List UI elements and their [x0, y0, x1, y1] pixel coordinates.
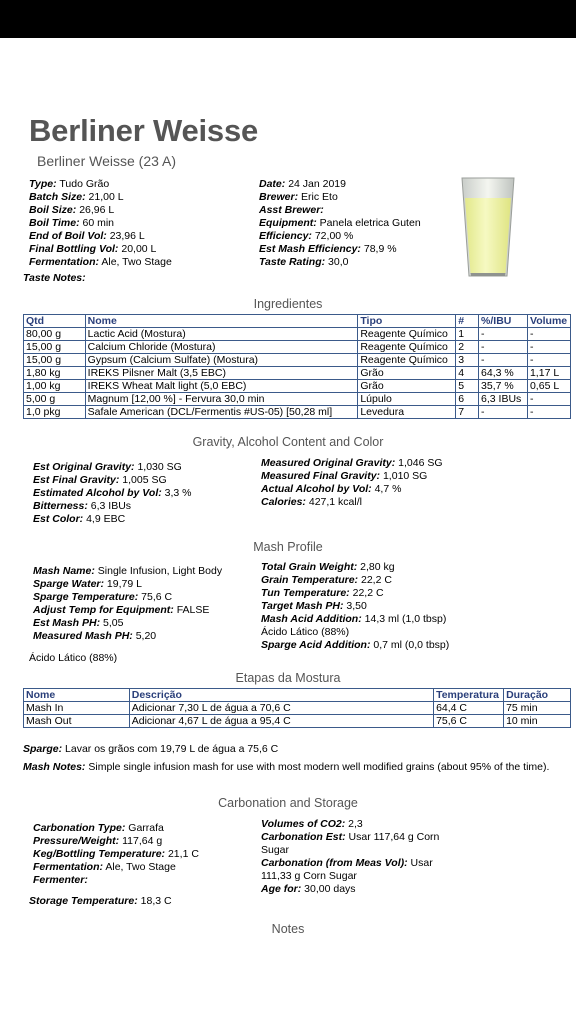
- cell: IREKS Wheat Malt light (5,0 EBC): [85, 380, 358, 393]
- info-row: Sparge Acid Addition: 0,7 ml (0,0 tbsp): [261, 639, 450, 651]
- table-row: [24, 406, 571, 419]
- column-header: Nome: [24, 689, 130, 702]
- cell: 1,0 pkg: [24, 406, 86, 419]
- info-row: Taste Rating: 30,0: [259, 256, 349, 268]
- info-row: Fermentation: Ale, Two Stage: [29, 256, 172, 268]
- mash-profile-left: [33, 565, 222, 643]
- gravity-estimates: [33, 461, 192, 526]
- cell: Reagente Químico: [358, 354, 456, 367]
- info-row: Mash Name: Single Infusion, Light Body: [33, 565, 223, 577]
- cell: -: [479, 328, 528, 341]
- cell: Grão: [358, 380, 456, 393]
- cell: Magnum [12,00 %] - Fervura 30,0 min: [85, 393, 358, 406]
- info-row: Boil Time: 60 min: [29, 217, 114, 229]
- info-row: Fermentation: Ale, Two Stage: [33, 861, 176, 873]
- info-row: Sparge Temperature: 75,6 C: [33, 591, 173, 603]
- cell: 64,3 %: [479, 367, 528, 380]
- table-row: [24, 715, 571, 728]
- cell: 75,6 C: [434, 715, 504, 728]
- recipe-style: Berliner Weisse (23 A): [37, 153, 177, 169]
- info-row: Pressure/Weight: 117,64 g: [33, 835, 163, 847]
- sparge-text: Sparge: Lavar os grãos com 19,79 L de água a 75,6 C: [23, 743, 279, 755]
- info-row: Volumes of CO2: 2,3: [261, 818, 363, 830]
- info-row: Measured Final Gravity: 1,010 SG: [261, 470, 428, 482]
- info-row: Grain Temperature: 22,2 C: [261, 574, 392, 586]
- info-row: Sugar: [261, 844, 290, 856]
- cell: 6,3 IBUs: [479, 393, 528, 406]
- table-header-row: [24, 689, 571, 702]
- info-row: Target Mash PH: 3,50: [261, 600, 367, 612]
- mash-acid-note: Ácido Lático (88%): [29, 652, 118, 664]
- table-row: [24, 354, 571, 367]
- ingredients-table: [23, 314, 571, 419]
- cell: -: [479, 354, 528, 367]
- info-row: Carbonation Est: Usar 117,64 g Corn: [261, 831, 440, 843]
- info-row: Brewer: Eric Eto: [259, 191, 338, 203]
- cell: Mash In: [24, 702, 130, 715]
- cell: -: [479, 406, 528, 419]
- info-row: Equipment: Panela eletrica Guten: [259, 217, 421, 229]
- cell: 5: [456, 380, 479, 393]
- column-header: Descrição: [129, 689, 433, 702]
- column-header: Volume: [527, 315, 570, 328]
- cell: 2: [456, 341, 479, 354]
- cell: -: [527, 328, 570, 341]
- info-row: Total Grain Weight: 2,80 kg: [261, 561, 395, 573]
- section-title-notes: Notes: [271, 922, 305, 936]
- info-row: Measured Original Gravity: 1,046 SG: [261, 457, 443, 469]
- cell: -: [527, 393, 570, 406]
- recipe-info-right: [259, 178, 421, 269]
- info-row: Est Color: 4,9 EBC: [33, 513, 126, 525]
- table-row: [24, 328, 571, 341]
- cell: Grão: [358, 367, 456, 380]
- section-title-mash-profile: Mash Profile: [253, 540, 323, 554]
- mash-steps-table: [23, 688, 571, 728]
- info-row: Batch Size: 21,00 L: [29, 191, 124, 203]
- info-row: Boil Size: 26,96 L: [29, 204, 115, 216]
- info-row: Actual Alcohol by Vol: 4,7 %: [261, 483, 402, 495]
- recipe-info-left: [29, 178, 172, 269]
- info-row: Date: 24 Jan 2019: [259, 178, 346, 190]
- cell: Lactic Acid (Mostura): [85, 328, 358, 341]
- cell: Gypsum (Calcium Sulfate) (Mostura): [85, 354, 358, 367]
- info-row: 111,33 g Corn Sugar: [261, 870, 357, 882]
- cell: 15,00 g: [24, 341, 86, 354]
- table-row: [24, 367, 571, 380]
- column-header: Temperatura: [434, 689, 504, 702]
- beer-glass-icon: [460, 176, 516, 278]
- info-row: Estimated Alcohol by Vol: 3,3 %: [33, 487, 192, 499]
- info-row: Carbonation Type: Garrafa: [33, 822, 164, 834]
- cell: 80,00 g: [24, 328, 86, 341]
- cell: Safale American (DCL/Fermentis #US-05) [50,28 ml]: [85, 406, 358, 419]
- taste-notes: Taste Notes:: [23, 272, 86, 284]
- column-header: #: [456, 315, 479, 328]
- cell: 6: [456, 393, 479, 406]
- cell: 1,17 L: [527, 367, 570, 380]
- info-row: Adjust Temp for Equipment: FALSE: [33, 604, 210, 616]
- info-row: Final Bottling Vol: 20,00 L: [29, 243, 157, 255]
- info-row: Est Mash PH: 5,05: [33, 617, 124, 629]
- section-title-gravity: Gravity, Alcohol Content and Color: [192, 435, 384, 449]
- cell: 4: [456, 367, 479, 380]
- info-row: Asst Brewer:: [259, 204, 324, 216]
- cell: 1,80 kg: [24, 367, 86, 380]
- info-row: Est Final Gravity: 1,005 SG: [33, 474, 167, 486]
- cell: 3: [456, 354, 479, 367]
- cell: Calcium Chloride (Mostura): [85, 341, 358, 354]
- cell: -: [479, 341, 528, 354]
- info-row: Est Mash Efficiency: 78,9 %: [259, 243, 397, 255]
- table-row: [24, 393, 571, 406]
- info-row: Ácido Lático (88%): [261, 626, 350, 638]
- cell: 0,65 L: [527, 380, 570, 393]
- cell: -: [527, 406, 570, 419]
- cell: 15,00 g: [24, 354, 86, 367]
- section-title-etapas: Etapas da Mostura: [235, 671, 341, 685]
- info-row: Calories: 427,1 kcal/l: [261, 496, 362, 508]
- info-row: Mash Acid Addition: 14,3 ml (1,0 tbsp): [261, 613, 447, 625]
- table-row: [24, 341, 571, 354]
- status-bar: [0, 0, 576, 38]
- carbonation-left: [33, 822, 199, 887]
- storage-temperature: Storage Temperature: 18,3 C: [29, 895, 172, 907]
- info-row: Type: Tudo Grão: [29, 178, 110, 190]
- table-row: [24, 702, 571, 715]
- info-row: Age for: 30,00 days: [261, 883, 356, 895]
- cell: Adicionar 4,67 L de água a 95,4 C: [129, 715, 433, 728]
- section-title-ingredientes: Ingredientes: [253, 297, 323, 311]
- info-row: Carbonation (from Meas Vol): Usar: [261, 857, 433, 869]
- section-title-carbonation: Carbonation and Storage: [218, 796, 358, 810]
- cell: 75 min: [504, 702, 571, 715]
- column-header: Qtd: [24, 315, 86, 328]
- cell: 7: [456, 406, 479, 419]
- cell: Lúpulo: [358, 393, 456, 406]
- info-row: Bitterness: 6,3 IBUs: [33, 500, 132, 512]
- info-row: Fermenter:: [33, 874, 88, 886]
- info-row: Efficiency: 72,00 %: [259, 230, 354, 242]
- carbonation-right: [261, 818, 439, 896]
- cell: -: [527, 354, 570, 367]
- column-header: Nome: [85, 315, 358, 328]
- cell: Levedura: [358, 406, 456, 419]
- info-row: Measured Mash PH: 5,20: [33, 630, 157, 642]
- cell: IREKS Pilsner Malt (3,5 EBC): [85, 367, 358, 380]
- info-row: Est Original Gravity: 1,030 SG: [33, 461, 182, 473]
- cell: 64,4 C: [434, 702, 504, 715]
- table-row: [24, 380, 571, 393]
- info-row: Tun Temperature: 22,2 C: [261, 587, 384, 599]
- gravity-measured: [261, 457, 443, 509]
- cell: Adicionar 7,30 L de água a 70,6 C: [129, 702, 433, 715]
- column-header: Duração: [504, 689, 571, 702]
- cell: 1,00 kg: [24, 380, 86, 393]
- table-header-row: [24, 315, 571, 328]
- cell: 10 min: [504, 715, 571, 728]
- column-header: Tipo: [358, 315, 456, 328]
- cell: Reagente Químico: [358, 328, 456, 341]
- cell: 5,00 g: [24, 393, 86, 406]
- info-row: Sparge Water: 19,79 L: [33, 578, 142, 590]
- cell: 35,7 %: [479, 380, 528, 393]
- cell: Mash Out: [24, 715, 130, 728]
- info-row: Keg/Bottling Temperature: 21,1 C: [33, 848, 199, 860]
- recipe-title: Berliner Weisse: [29, 113, 259, 148]
- mash-profile-right: [261, 561, 449, 652]
- info-row: End of Boil Vol: 23,96 L: [29, 230, 145, 242]
- column-header: %/IBU: [479, 315, 528, 328]
- cell: 1: [456, 328, 479, 341]
- cell: Reagente Químico: [358, 341, 456, 354]
- mash-notes-text: Mash Notes: Simple single infusion mash for use with most modern well modified grains (about 95% of the time).: [23, 761, 550, 773]
- cell: -: [527, 341, 570, 354]
